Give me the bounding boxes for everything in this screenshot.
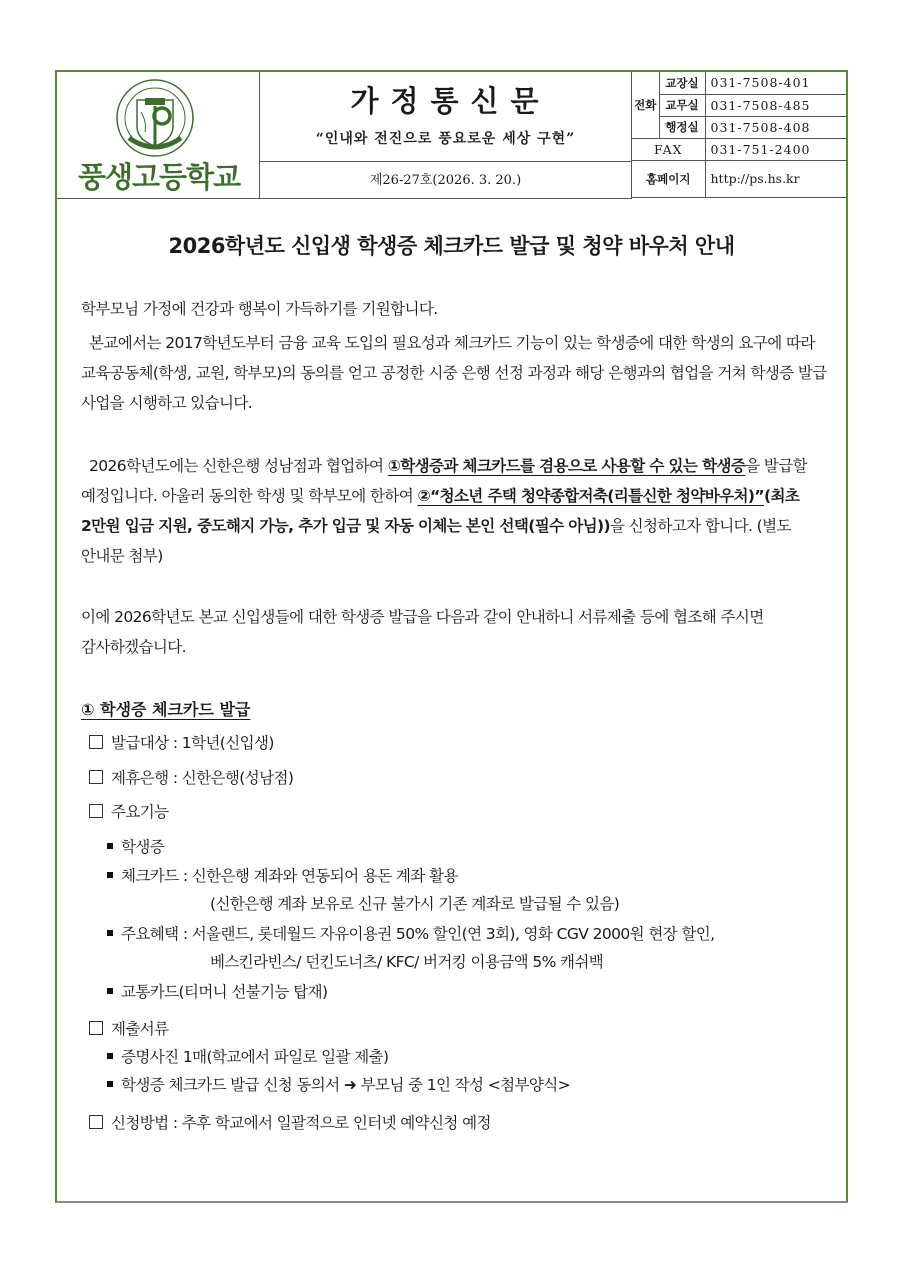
feature-benefits: 주요혜택 : 서울랜드, 롯데월드 자유이용권 50% 할인(연 3회), 영화 CGV 2000원 현장 할인, <box>107 923 714 945</box>
request-paragraph: 이에 2026학년도 본교 신입생들에 대한 학생증 발급을 다음과 같이 안내하니 서류제출 등에 협조해 주시면 감사하겠습니다. <box>81 608 764 656</box>
greeting-text: 학부모님 가정에 건강과 행복이 가득하기를 기원합니다. <box>81 300 438 318</box>
bullet-icon <box>107 930 113 936</box>
doc-photo: 증명사진 1매(학교에서 파일로 일괄 제출) <box>107 1046 388 1068</box>
phone-number: 031-7508-485 <box>705 94 846 116</box>
newsletter-header <box>57 72 846 199</box>
phone-number: 031-7508-401 <box>705 72 846 94</box>
plan-highlight-student-card: ①학생증과 체크카드를 겸용으로 사용할 수 있는 학생증 <box>387 457 746 475</box>
homepage-link[interactable]: http://ps.hs.kr <box>705 160 846 197</box>
greeting-paragraph <box>81 294 831 324</box>
intro-paragraph: 본교에서는 2017학년도부터 금융 교육 도입의 필요성과 체크카드 기능이 있는 학생증에 대한 학생의 요구에 따라 교육공동체(학생, 교원, 학부모)의 동의를 얻고 공정한 시중 은행 선정 과정과 해당 은행과의 협업을 거쳐 학생증 발급 사업을 시행하고 있습니다. <box>81 334 827 412</box>
feature-student-id: 학생증 <box>107 836 164 858</box>
feature-check-card-note: (신한은행 계좌 보유로 신규 불가시 기존 계좌로 발급될 수 있음) <box>210 895 620 913</box>
checkbox-icon <box>89 1115 103 1129</box>
plan-tail: 을 신청하고자 합니다. (별도 안내문 첨부) <box>81 517 791 565</box>
phone-label: 전화 <box>632 72 659 138</box>
contact-table <box>632 72 846 198</box>
document-title: 2026학년도 신입생 학생증 체크카드 발급 및 청약 바우처 안내 <box>168 234 735 258</box>
office-label: 교무실 <box>659 94 705 116</box>
section-title: ① 학생증 체크카드 발급 <box>81 700 251 719</box>
checkbox-icon <box>89 804 103 818</box>
bullet-icon <box>107 872 113 878</box>
item-target: 발급대상 : 1학년(신입생) <box>89 732 274 754</box>
plan-paragraph <box>81 451 831 571</box>
feature-transit-card: 교통카드(티머니 선불기능 탑재) <box>107 981 327 1003</box>
school-motto: “인내와 전진으로 풍요로운 세상 구현” <box>315 131 576 147</box>
feature-check-card: 체크카드 : 신한은행 계좌와 연동되어 용돈 계좌 활용 <box>107 865 458 887</box>
phone-number: 031-7508-408 <box>705 116 846 138</box>
newsletter-title-cell <box>260 72 632 162</box>
bullet-icon <box>107 843 113 849</box>
office-label: 행정실 <box>659 116 705 138</box>
bullet-icon <box>107 1081 113 1087</box>
school-logo-cell <box>57 72 260 199</box>
item-documents: 제출서류 <box>89 1018 169 1040</box>
homepage-label: 홈페이지 <box>632 160 705 197</box>
plan-highlight-savings: ②“청소년 주택 청약종합저축(리틀신한 청약바우처)” <box>417 487 764 505</box>
checkbox-icon <box>89 735 103 749</box>
item-application-method: 신청방법 : 추후 학교에서 일괄적으로 인터넷 예약신청 예정 <box>89 1112 491 1134</box>
office-label: 교장실 <box>659 72 705 94</box>
checkbox-icon <box>89 770 103 784</box>
item-features: 주요기능 <box>89 801 169 823</box>
checkbox-icon <box>89 1021 103 1035</box>
plan-savings-details: (최초 2만원 입금 지원, 중도해지 가능, 추가 입금 및 자동 이체는 본인 선택(필수 아님)) <box>81 487 800 535</box>
issue-number: 제26-27호(2026. 3. 20.) <box>260 162 632 199</box>
school-name: 풍생고등학교 <box>77 160 241 194</box>
bullet-icon <box>107 988 113 994</box>
plan-mid: 을 발급할 예정입니다. 아울러 동의한 학생 및 학부모에 한하여 <box>81 457 808 505</box>
feature-benefits-cont: 베스킨라빈스/ 던킨도너츠/ KFC/ 버거킹 이용금액 5% 캐쉬백 <box>210 953 604 971</box>
plan-lead: 2026학년도에는 신한은행 성남점과 협업하여 <box>89 457 388 475</box>
school-emblem-icon <box>115 78 195 158</box>
fax-label: FAX <box>632 138 705 160</box>
item-bank: 제휴은행 : 신한은행(성남점) <box>89 767 293 789</box>
newsletter-title: 가정통신문 <box>350 84 551 118</box>
bullet-icon <box>107 1053 113 1059</box>
fax-number: 031-751-2400 <box>705 138 846 160</box>
doc-consent-form: 학생증 체크카드 발급 신청 동의서 ➜ 부모님 중 1인 작성 <첨부양식> <box>107 1074 570 1096</box>
newsletter-frame <box>55 70 848 1203</box>
